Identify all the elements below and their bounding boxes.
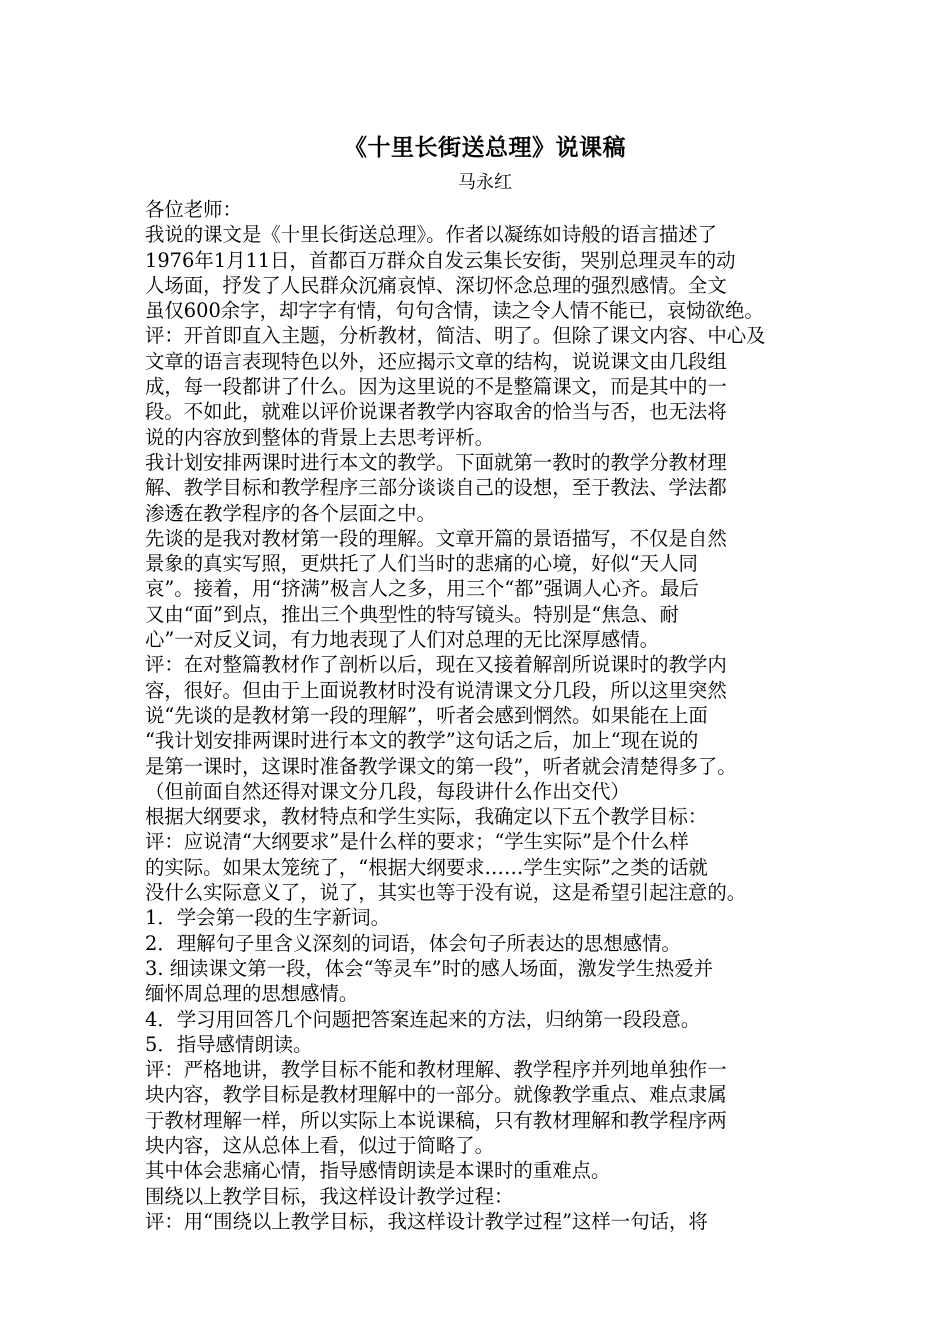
document-title: 《十里长街送总理》说课稿 [344,134,626,161]
paragraph [145,526,825,652]
text-line: 我计划安排两课时进行本文的教学。下面就第一教时的教学分教材理 [145,450,727,474]
text-line: 1．学会第一段的生字新词。 [145,906,391,930]
text-line: 说“先谈的是教材第一段的理解”，听者会感到惘然。如果能在上面 [145,703,708,727]
text-line: 评：在对整篇教材作了剖析以后，现在又接着解剖所说课时的教学内 [145,653,727,677]
text-line: 4．学习用回答几个问题把答案连起来的方法，归纳第一段段意。 [145,1007,701,1031]
text-line: 块内容，教学目标是教材理解中的一部分。就像教学重点、难点隶属 [145,1083,727,1107]
paragraph [145,1032,825,1057]
paragraph [145,1057,825,1158]
text-line: 文章的语言表现特色以外，还应揭示文章的结构，说说课文由几段组 [145,349,727,373]
paragraph [145,804,825,829]
text-line: 成，每一段都讲了什么。因为这里说的不是整篇课文，而是其中的一 [145,375,727,399]
text-line: 缅怀周总理的思想感情。 [145,982,359,1006]
paragraph [145,1158,825,1183]
text-line: 又由“面”到点，推出三个典型性的特写镜头。特别是“焦急、耐 [145,602,679,626]
text-line: 于教材理解一样，所以实际上本说课稿，只有教材理解和教学程序两 [145,1108,727,1132]
text-line: 2．理解句子里含义深刻的词语，体会句子所表达的思想感情。 [145,931,681,955]
text-line: “我计划安排两课时进行本文的教学”这句话之后，加上“现在说的 [145,729,699,753]
text-line: 评：应说清“大纲要求”是什么样的要求；“学生实际”是个什么样 [145,830,689,854]
text-line: 1976年1月11日，首都百万群众自发云集长安街，哭别总理灵车的动 [145,248,736,272]
paragraph [145,197,825,222]
paragraph [145,1007,825,1032]
text-line: 解、教学目标和教学程序三部分谈谈自己的设想，至于教法、学法都 [145,476,727,500]
text-line: 人场面，抒发了人民群众沉痛哀悼、深切怀念总理的强烈感情。全文 [145,273,727,297]
text-line: 的实际。如果太笼统了，“根据大纲要求……学生实际”之类的话就 [145,855,708,879]
paragraph [145,450,825,526]
text-line: 5．指导感情朗读。 [145,1032,313,1056]
text-line: 虽仅600余字，却字字有情，句句含情，读之令人情不能已，哀恸欲绝。 [145,299,764,323]
text-line: 评：严格地讲，教学目标不能和教材理解、教学程序并列地单独作一 [145,1058,727,1082]
paragraph [145,931,825,956]
document-page [145,128,825,1234]
text-line: 先谈的是我对教材第一段的理解。文章开篇的景语描写，不仅是自然 [145,526,727,550]
paragraph [145,829,825,905]
paragraph [145,956,825,1007]
paragraph [145,323,825,449]
text-line: 根据大纲要求，教材特点和学生实际，我确定以下五个教学目标： [145,805,708,829]
author-name: 马永红 [458,172,512,193]
text-line: 围绕以上教学目标，我这样设计教学过程： [145,1184,514,1208]
text-line: 块内容，这从总体上看，似过于简略了。 [145,1133,495,1157]
text-line: 段。不如此，就难以评价说课者教学内容取舍的恰当与否，也无法将 [145,400,727,424]
text-line: 各位老师： [145,198,242,221]
text-line: 我说的课文是《十里长街送总理》。作者以凝练如诗般的语言描述了 [145,223,718,247]
text-line: 渗透在教学程序的各个层面之中。 [145,501,436,525]
text-line: 3. 细读课文第一段，体会“等灵车”时的感人场面，激发学生热爱并 [145,956,714,980]
paragraph [145,905,825,930]
text-line: 其中体会悲痛心情，指导感情朗读是本课时的重难点。 [145,1159,611,1183]
paragraph [145,1209,825,1234]
text-line: 景象的真实写照，更烘托了人们当时的悲痛的心境，好似“天人同 [145,552,698,576]
text-line: （但前面自然还得对课文分几段，每段讲什么作出交代） [145,779,630,803]
text-line: 评：用“围绕以上教学目标，我这样设计教学过程”这样一句话，将 [145,1209,708,1233]
paragraph [145,222,825,323]
paragraph [145,1184,825,1209]
text-line: 哀”。接着，用“挤满”极言人之多，用三个“都”强调人心齐。最后 [145,577,699,601]
text-line: 没什么实际意义了，说了，其实也等于没有说，这是希望引起注意的。 [145,881,747,905]
text-line: 是第一课时，这课时准备教学课文的第一段”，听者就会清楚得多了。 [145,754,737,778]
text-line: 心”一对反义词，有力地表现了人们对总理的无比深厚感情。 [145,628,660,652]
paragraph [145,652,825,804]
text-line: 说的内容放到整体的背景上去思考评析。 [145,425,495,449]
text-line: 评：开首即直入主题，分析教材，简洁、明了。但除了课文内容、中心及 [145,324,766,348]
document-body [145,197,825,1234]
text-line: 容，很好。但由于上面说教材时没有说清课文分几段，所以这里突然 [145,678,727,702]
